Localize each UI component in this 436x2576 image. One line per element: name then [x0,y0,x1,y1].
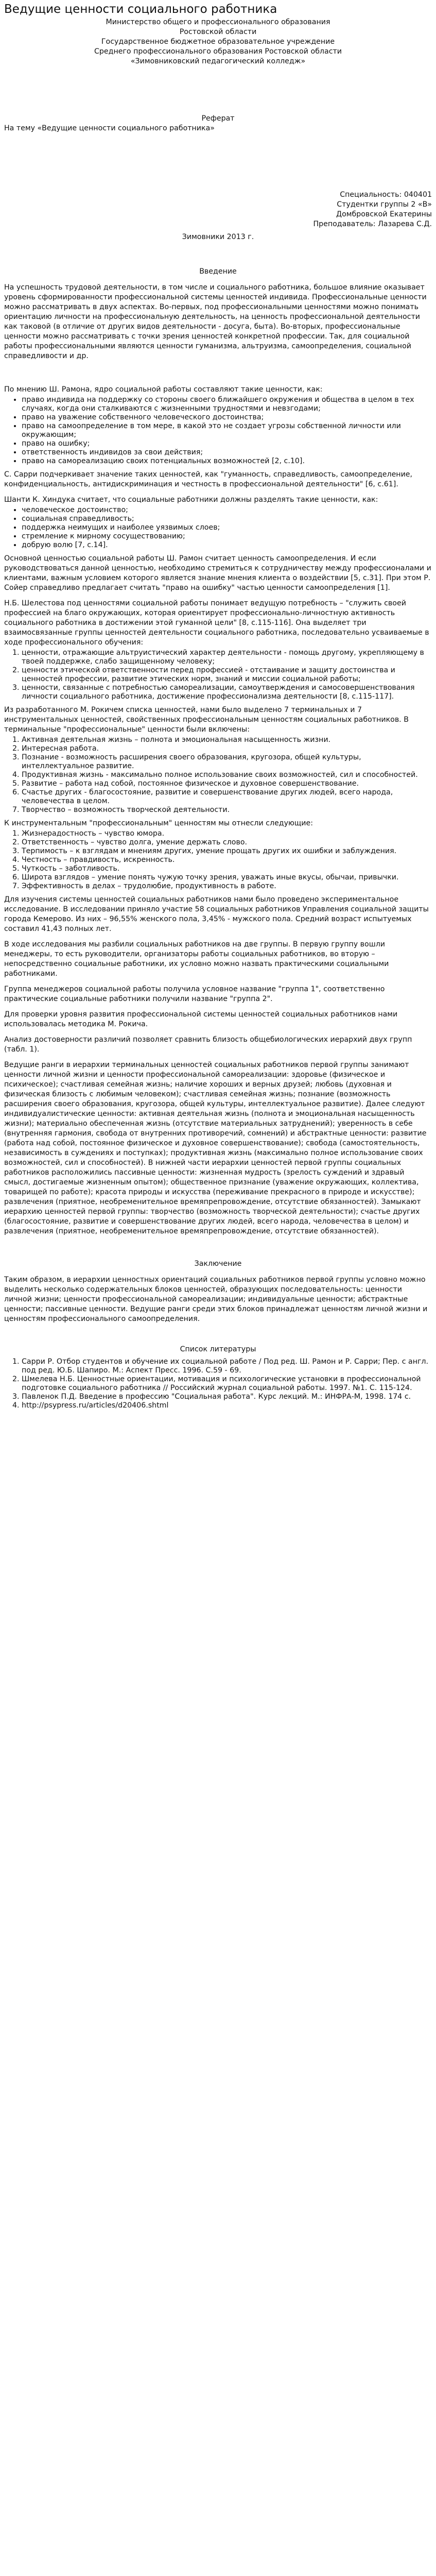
author-line: Домбровской Екатерины [336,210,432,218]
list-item: 2. ценности этической ответственности перед профессией - отстаивание и защиту достоинства и ценностей профессии, развитие этических норм, знаний и миссии социальной работы; [22,666,432,684]
research-paragraph: Ведущие ранги в иерархии терминальных ценностей социальных работников первой группы занимают ценности личной жизни и ценности профессиональной самореализации: здоровье (физическое и психическое); счастливая семейная жизнь; наличие хороших и верных друзей; любовь (духовная и физическая близость с любимым человеком); счастливая семейная жизнь; познание (возможность расширения своего образования, кругозора, общей культуры, интеллектуальное развитие). Далее следуют индивидуалистические ценности: активная деятельная жизнь (полнота и эмоциональная насыщенность жизни); материально обеспеченная жизнь (отсутствие материальных затруднений); уверенность в себе (внутренняя гармония, свобода от внутренних противоречий, сомнений) и абстрактные ценности: развитие (работа над собой, постоянное физическое и духовное совершенствование); свобода (самостоятельность, независимость в суждениях и поступках); продуктивная жизнь (максимально полное использование своих возможностей, сил и способностей). В нижней части иерархии ценностей первой группы социальных работников расположились пассивные ценности: жизненная мудрость (зрелость суждений и здравый смысл, достигаемые жизненным опытом); общественное признание (уважение окружающих, коллектива, товарищей по работе); красота природы и искусства (переживание прекрасного в природе и искусстве); развлечения (приятное, необременительное времяпрепровождение, отсутствие обязанностей). Замыкают иерархию ценностей первой группы: творчество (возможность творческой деятельности); счастье других (благосостояние, развитие и совершенствование других людей, всего народа, человечества в целом) и развлечения (приятное, необременительное времяпрепровождение, отсутствие обязанностей). [4,1061,427,1235]
list-item: 7. Эффективность в делах – трудолюбие, продуктивность в работе. [22,882,432,891]
rokeach-intro: Из разработанного М. Рокичем списка ценностей, нами было выделено 7 терминальных и 7 инструментальных ценностей, свойственных профессиональным ценностям социальных работников. В терминальные "профессиональные" ценности были включены: [4,706,409,734]
research-paragraph: Группа менеджеров социальной работы получила условное название "группа 1", соответственно практические социальные работники получили название "группа 2". [4,985,385,1003]
reference-item [22,1401,432,1410]
list-item: 1. ценности, отражающие альтруистический характер деятельности - помощь другому, укрепляющему в твоей поддержке, слабо защищенному человеку; [22,649,432,666]
ramon-core-paragraph: Основной ценностью социальной работы Ш. Рамон считает ценность самоопределения. И если руководствоваться данной ценностью, необходимо стремиться к сотрудничеству между профессионалами и клиентами, важным условием которого является знание мнения клиента о воздействии [5, с.31]. При этом Р. Сойер справедливо предлагает считать "право на ошибку" частью ценности самоопределения [1]. [4,554,431,592]
list-item: • право на самореализацию своих потенциальных возможностей [2, с.10]. [22,457,432,466]
references-title: Список литературы [180,1345,256,1353]
list-item: 6. Широта взглядов – умение понять чужую точку зрения, уважать иные вкусы, обычаи, привычки. [22,873,432,882]
intro-paragraph: На успешность трудовой деятельности, в том числе и социального работника, большое влияние оказывает уровень сформированности профессиональной системы ценностей индивида. Профессиональные ценности можно рассматривать в двух аспектах. Во-первых, под профессиональными ценностями можно понимать ориентацию личности на профессиональную деятельность, на ценность профессиональной деятельности как таковой (в отличие от других видов деятельности - досуга, быта). Во-вторых, профессиональные ценности можно рассматривать с точки зрения ценностей конкретной профессии. Так, для социальной работы профессиональными являются ценности гуманизма, альтруизма, самоопределения, социальной справедливости и др. [4,283,427,360]
list-item: • право на самоопределение в том мере, в какой это не создает угрозы собственной личности или окружающим; [22,422,432,439]
research-paragraph: В ходе исследования мы разбили социальных работников на две группы. В первую группу вошли менеджеры, то есть руководители, организаторы работы социальных работников, во вторую – непосредственно социальные работники, их условно можно назвать практическими социальными работниками. [4,940,389,978]
list-item: • добрую волю [7, с.14]. [22,541,432,550]
intro-title: Введение [199,267,237,276]
institution-header [4,18,432,66]
terminal-values-list [4,736,432,815]
instrumental-intro: К инструментальным "профессиональным" ценностям мы отнесли следующие: [4,819,313,827]
reference-item: 2. Шмелева Н.Б. Ценностные ориентации, мотивация и психологические установки в профессиональной подготовке социального работника // Российский журнал социальной работы. 1997. №1. С. 115-124. [22,1375,432,1393]
reference-item: 1. Сарри Р. Отбор студентов и обучение их социальной работе / Под ред. Ш. Рамон и Р. Сарри; Пер. с англ. под ред. Ю.Б. Шапиро. М.: Аспект Пресс. 1996. С.59 - 69. [22,1358,432,1375]
page-title: Ведущие ценности социального работника [4,3,277,16]
list-item: • социальная справедливость; [22,515,432,523]
list-item: • ответственность индивидов за свои действия; [22,448,432,457]
research-paragraph: Для проверки уровня развития профессиональной системы ценностей социальных работников нами использовалась методика М. Рокича. [4,1010,398,1028]
conclusion-title: Заключение [194,1260,242,1268]
list-item: 2. Ответственность – чувство долга, умение держать слово. [22,838,432,847]
reference-link[interactable]: http://psypress.ru/articles/d20406.shtml [22,1401,169,1410]
list-item: 7. Творчество – возможность творческой деятельности. [22,806,432,815]
shelestova-list [4,649,432,701]
references-list [4,1358,432,1410]
reference-item: 3. Павленок П.Д. Введение в профессию "Социальная работа". Курс лекций. М.: ИНФРА-М, 1998. 174 с. [22,1393,432,1401]
author-line: Преподаватель: Лазарева С.Д. [313,220,432,228]
research-paragraph: Анализ достоверности различий позволяет сравнить близость общебиологических иерархий двух групп (табл. 1). [4,1036,412,1054]
header-line: Среднего профессионального образования Ростовской области [94,47,342,56]
list-item: 1. Активная деятельная жизнь – полнота и эмоциональная насыщенность жизни. [22,736,432,744]
ramon-list [4,396,432,466]
city-year: Зимовники 2013 г. [182,233,254,241]
list-item: 3. Познание - возможность расширения своего образования, кругозора, общей культуры, интеллектуальное развитие. [22,753,432,771]
conclusion-paragraph: Таким образом, в иерархии ценностных ориентаций социальных работников первой группы условно можно выделить несколько содержательных блоков ценностей, образующих последовательность: ценности личной жизни; ценности профессиональной самореализации; индивидуальные ценности; абстрактные ценности; пассивные ценности. Ведущие ранги среди этих блоков принадлежат ценностям личной жизни и ценностям профессионального самоопределения. [4,1276,428,1323]
list-item: 4. Честность – правдивость, искренность. [22,856,432,865]
sarri-paragraph: С. Сарри подчеркивает значение таких ценностей, как "гуманность, справедливость, самоопределение, конфиденциальность, антидискриминация и честность в профессиональной деятельности" [6, с.61]. [4,470,413,488]
research-paragraph: Для изучения системы ценностей социальных работников нами было проведено экспериментальное исследование. В исследовании приняло участие 58 социальных работников Управления социальной защиты города Кемерово. Из них – 96,55% женского пола, 3,45% - мужского пола. Средний возраст испытуемых составил 41,43 полных лет. [4,895,429,933]
list-item: • человеческое достоинство; [22,506,432,515]
list-item: • стремление к мирному сосуществованию; [22,532,432,541]
list-item: 4. Продуктивная жизнь - максимально полное использование своих возможностей, сил и способностей. [22,771,432,779]
kindu-intro: Шанти К. Хиндука считает, что социальные работники должны разделять такие ценности, как: [4,496,378,504]
kindu-list [4,506,432,550]
shelestova-intro: Н.Б. Шелестова под ценностями социальной работы понимает ведущую потребность – "служить своей профессией на благо окружающих, которая ориентирует профессионально-личностную активность социального работника в достижении этой гуманной цели" [8, с.115-116]. Она выделяет три взаимосвязанные группы ценностей деятельности социального работника, последовательно усваиваемые в ходе профессионального обучения: [4,599,429,647]
list-item: • право на ошибку; [22,439,432,448]
list-item: • право индивида на поддержку со стороны своего ближайшего окружения и общества в целом в тех случаях, когда они сталкиваются с жизненными трудностями и невзгодами; [22,396,432,413]
author-line: Студентки группы 2 «В» [337,200,432,209]
header-line: «Зимовниковский педагогический колледж» [130,57,306,65]
doc-type: Реферат [201,114,235,123]
header-line: Ростовской области [179,28,257,36]
list-item: 1. Жизнерадостность – чувство юмора. [22,829,432,838]
author-block [4,190,432,229]
list-item: • право на уважение собственного человеческого достоинства; [22,413,432,422]
header-line: Министерство общего и профессионального образования [106,18,330,26]
list-item: 3. Терпимость – к взглядам и мнениям других, умение прощать других их ошибки и заблуждения. [22,847,432,856]
list-item: 5. Развитие – работа над собой, постоянное физическое и духовное совершенствование. [22,779,432,788]
list-item: • поддержка неимущих и наиболее уязвимых слоев; [22,523,432,532]
topic: На тему «Ведущие ценности социального работника» [4,124,215,132]
list-item: 2. Интересная работа. [22,744,432,753]
ramon-intro: По мнению Ш. Рамона, ядро социальной работы составляют такие ценности, как: [4,385,323,394]
header-line: Государственное бюджетное образовательное учреждение [101,38,335,46]
list-item: 6. Счастье других - благосостояние, развитие и совершенствование других людей, всего народа, человечества в целом. [22,788,432,806]
list-item: 5. Чуткость – заботливость. [22,865,432,873]
author-line: Специальность: 040401 [340,191,432,199]
list-item: 3. ценности, связанные с потребностью самореализации, самоутверждения и самосовершенствования личности социального работника, достижение профессионализма деятельности [8, с.115-117]. [22,684,432,701]
instrumental-values-list [4,829,432,891]
